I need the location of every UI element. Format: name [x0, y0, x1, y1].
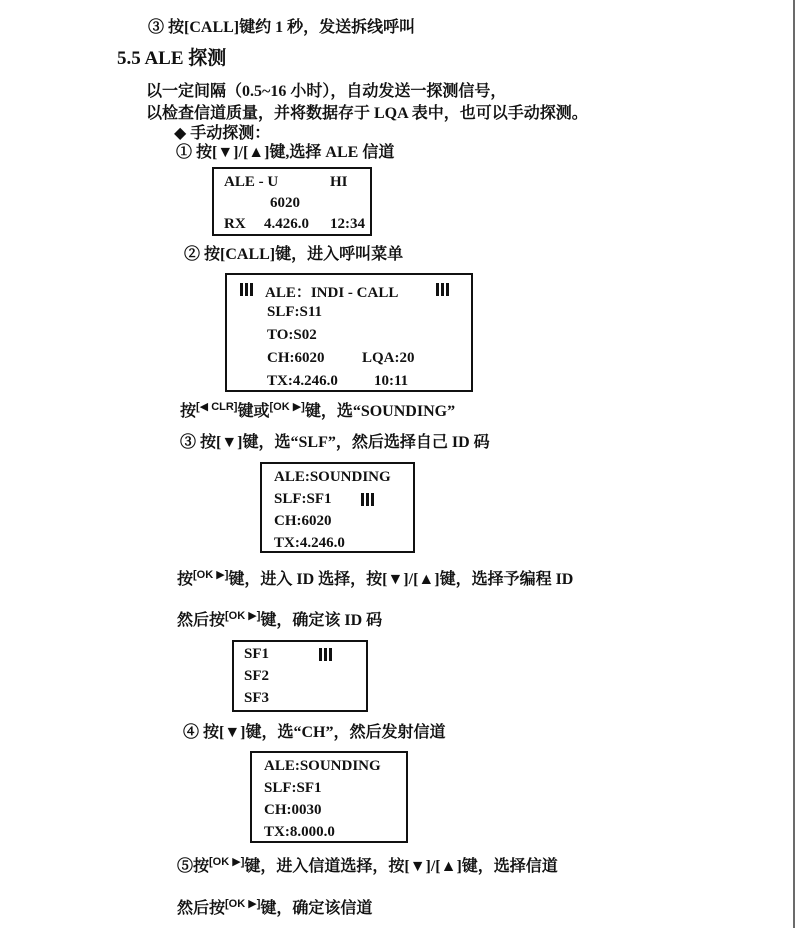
screen2-ch: CH:6020: [267, 350, 325, 366]
screen2-slf: SLF:S11: [267, 304, 323, 320]
step5-line: [177, 857, 558, 878]
lcd-screen-call-menu: [225, 273, 473, 392]
signal-bars-right-icon: [435, 283, 450, 296]
step1-line: ① 按[▼]/[▲]键,选择 ALE 信道: [176, 144, 395, 161]
screen1-mode: ALE - U: [224, 174, 279, 190]
screen2-to: TO:S02: [267, 327, 317, 343]
screen2-tx: TX:4.246.0: [267, 373, 338, 389]
ok-key-label: [OK ▶]: [225, 898, 261, 910]
intro-paragraph-line1: 以一定间隔（0.5~16 小时），自动发送一探测信号，: [146, 83, 507, 100]
screen4-row-sf1: SF1: [244, 646, 270, 662]
step4-line: ④ 按[▼]键，选“CH”，然后发射信道: [183, 724, 446, 741]
screen2-lqa: LQA:20: [362, 350, 415, 366]
ok-id-line2-post: 键，确定该 ID 码: [260, 612, 383, 629]
screen5-row-ch: CH:0030: [264, 802, 322, 818]
screen3-row-ale: ALE:SOUNDING: [274, 469, 391, 485]
screen1-rx-label: RX: [224, 216, 246, 232]
lcd-screen-sounding-slf: [260, 462, 415, 553]
teardown-step-line: ③ 按[CALL]键约 1 秒，发送拆线呼叫: [148, 19, 416, 36]
clr-key-label: [◀ CLR]: [196, 401, 238, 413]
ok-id-confirm-line: [177, 611, 382, 632]
ok-key-label: [OK ▶]: [269, 401, 305, 413]
step5-line1-pre: ⑤按: [177, 858, 210, 875]
screen1-channel: 6020: [270, 195, 300, 211]
sounding-line-post: 键，选“SOUNDING”: [304, 403, 456, 420]
cursor-bars-icon: [360, 493, 375, 506]
sounding-select-line: [180, 402, 455, 423]
lcd-screen-id-list: [232, 640, 368, 712]
screen1-time: 12:34: [330, 216, 365, 232]
ok-key-label: [OK ▶]: [209, 856, 245, 868]
lcd-screen-sounding-ch: [250, 751, 408, 843]
step3-slf-line: ③ 按[▼]键，选“SLF”，然后选择自己 ID 码: [180, 434, 490, 451]
screen4-row-sf3: SF3: [244, 690, 270, 706]
ok-id-line2-pre: 然后按: [177, 612, 226, 629]
step5-confirm-line: [177, 899, 372, 920]
step5-line2-post: 键，确定该信道: [260, 900, 373, 917]
screen2-time: 10:11: [374, 373, 409, 389]
screen5-row-ale: ALE:SOUNDING: [264, 758, 381, 774]
signal-bars-left-icon: [239, 283, 254, 296]
ok-key-label: [OK ▶]: [225, 610, 261, 622]
step2-line: ② 按[CALL]键，进入呼叫菜单: [184, 246, 404, 263]
cursor-bars-icon: [318, 648, 333, 661]
screen5-row-tx: TX:8.000.0: [264, 824, 335, 840]
screen3-row-ch: CH:6020: [274, 513, 332, 529]
screen3-row-slf: SLF:SF1: [274, 491, 332, 507]
ok-key-label: [OK ▶]: [193, 569, 229, 581]
screen5-row-slf: SLF:SF1: [264, 780, 322, 796]
sounding-line-mid: 键或: [237, 403, 270, 420]
screen3-row-tx: TX:4.246.0: [274, 535, 345, 551]
step5-line2-pre: 然后按: [177, 900, 226, 917]
section-heading: 5.5 ALE 探测: [117, 48, 227, 69]
screen1-power: HI: [330, 174, 348, 190]
screen1-rx-freq: 4.426.0: [264, 216, 309, 232]
step5-line1-post: 键，进入信道选择，按[▼]/[▲]键，选择信道: [244, 858, 558, 875]
intro-paragraph-line2: 以检查信道质量，并将数据存于 LQA 表中，也可以手动探测。: [146, 105, 588, 122]
lcd-screen-ale-channel: [212, 167, 372, 236]
screen4-row-sf2: SF2: [244, 668, 270, 684]
manual-probe-bullet: ◆ 手动探测：: [174, 125, 271, 142]
screen2-title: ALE：INDI - CALL: [265, 285, 399, 301]
ok-id-line1-post: 键，进入 ID 选择，按[▼]/[▲]键，选择予编程 ID: [228, 571, 574, 588]
ok-id-select-line: [177, 570, 573, 591]
sounding-line-pre: 按: [180, 403, 197, 420]
page-right-border: [793, 0, 795, 928]
ok-id-line1-pre: 按: [177, 571, 194, 588]
